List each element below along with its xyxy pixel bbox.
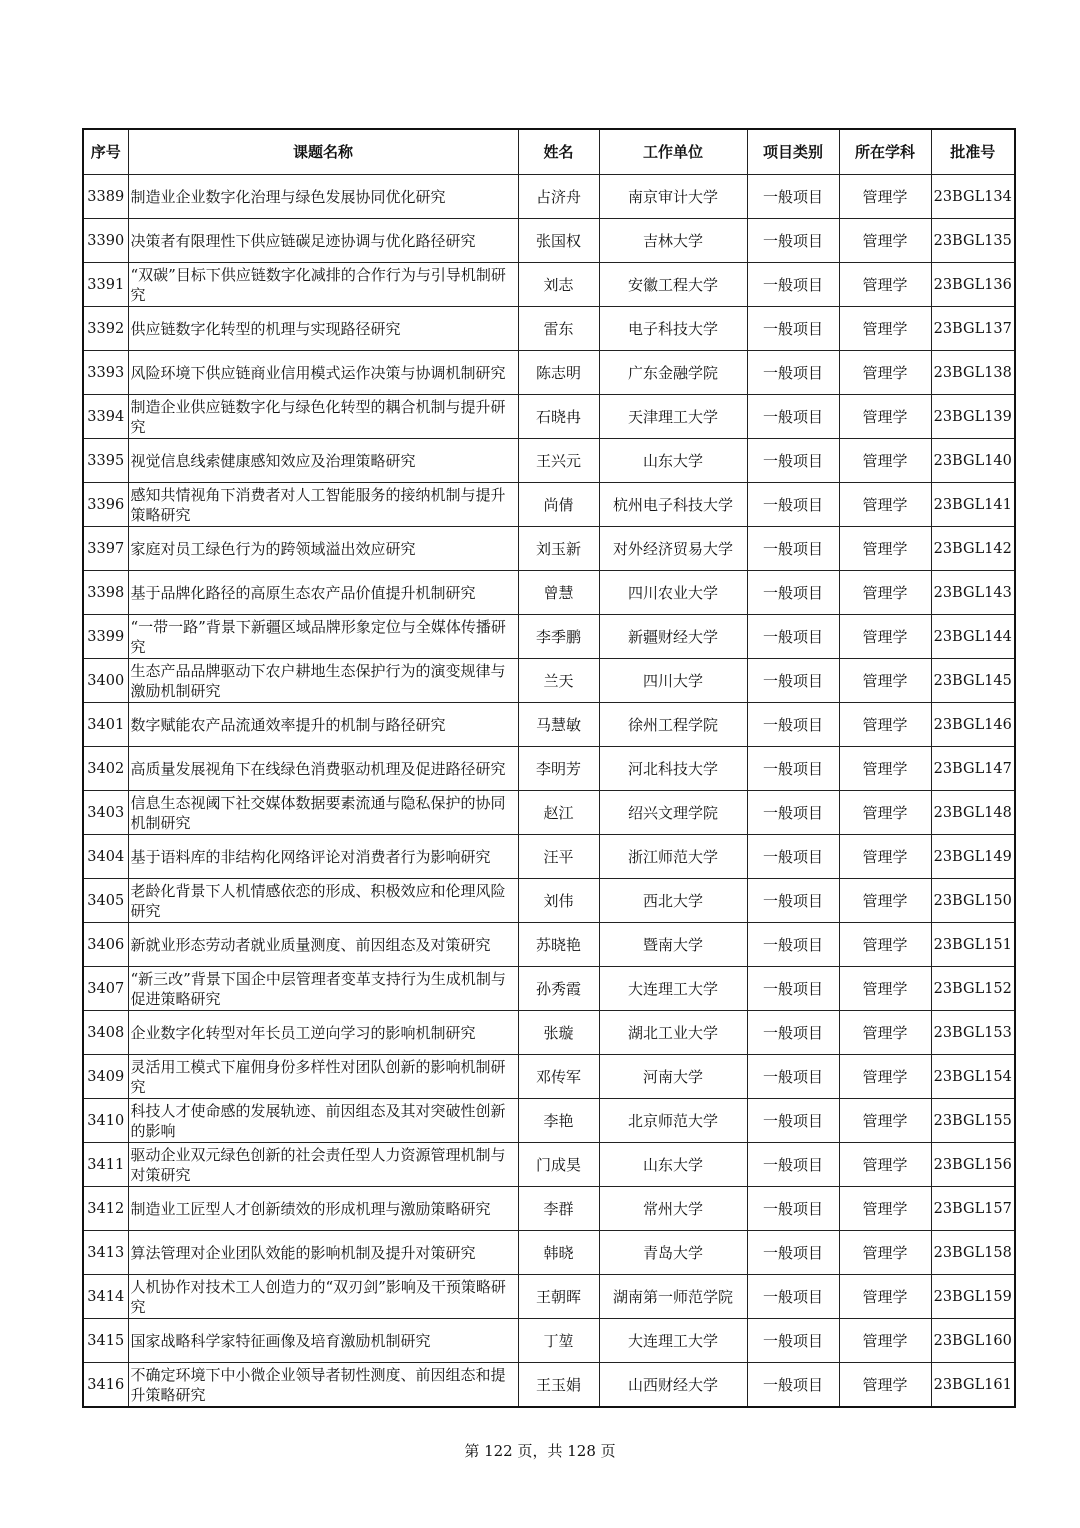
cell-approval: 23BGL142 [931,527,1015,571]
cell-name: 李群 [518,1187,599,1231]
cell-approval: 23BGL146 [931,703,1015,747]
cell-approval: 23BGL140 [931,439,1015,483]
cell-unit: 浙江师范大学 [599,835,747,879]
cell-title: 视觉信息线索健康感知效应及治理策略研究 [128,439,518,483]
cell-title: 基于语料库的非结构化网络评论对消费者行为影响研究 [128,835,518,879]
cell-category: 一般项目 [747,1055,839,1099]
table-row [83,923,1015,967]
project-table [82,128,1016,1408]
cell-category: 一般项目 [747,791,839,835]
cell-category: 一般项目 [747,923,839,967]
header-unit: 工作单位 [599,129,747,175]
cell-approval: 23BGL143 [931,571,1015,615]
cell-title: 决策者有限理性下供应链碳足迹协调与优化路径研究 [128,219,518,263]
cell-name: 李明芳 [518,747,599,791]
cell-discipline: 管理学 [839,835,931,879]
table-body [83,175,1015,1408]
cell-title: 灵活用工模式下雇佣身份多样性对团队创新的影响机制研究 [128,1055,518,1099]
cell-title: 制造企业供应链数字化与绿色化转型的耦合机制与提升研究 [128,395,518,439]
cell-name: 张璇 [518,1011,599,1055]
cell-no: 3414 [83,1275,128,1319]
cell-discipline: 管理学 [839,1011,931,1055]
cell-title: 算法管理对企业团队效能的影响机制及提升对策研究 [128,1231,518,1275]
cell-approval: 23BGL149 [931,835,1015,879]
cell-unit: 河南大学 [599,1055,747,1099]
cell-name: 曾慧 [518,571,599,615]
cell-approval: 23BGL138 [931,351,1015,395]
cell-name: 赵江 [518,791,599,835]
cell-title: 感知共情视角下消费者对人工智能服务的接纳机制与提升策略研究 [128,483,518,527]
cell-discipline: 管理学 [839,175,931,219]
cell-approval: 23BGL150 [931,879,1015,923]
cell-unit: 绍兴文理学院 [599,791,747,835]
cell-category: 一般项目 [747,1187,839,1231]
cell-unit: 南京审计大学 [599,175,747,219]
cell-name: 陈志明 [518,351,599,395]
table-header-row [83,129,1015,175]
cell-title: 企业数字化转型对年长员工逆向学习的影响机制研究 [128,1011,518,1055]
cell-discipline: 管理学 [839,263,931,307]
cell-approval: 23BGL148 [931,791,1015,835]
cell-category: 一般项目 [747,395,839,439]
cell-category: 一般项目 [747,219,839,263]
cell-title: “新三改”背景下国企中层管理者变革支持行为生成机制与促进策略研究 [128,967,518,1011]
table-row [83,791,1015,835]
cell-no: 3392 [83,307,128,351]
cell-discipline: 管理学 [839,747,931,791]
cell-discipline: 管理学 [839,703,931,747]
table-row [83,263,1015,307]
table-row [83,747,1015,791]
cell-no: 3390 [83,219,128,263]
table-row [83,1011,1015,1055]
cell-no: 3399 [83,615,128,659]
cell-no: 3397 [83,527,128,571]
cell-unit: 杭州电子科技大学 [599,483,747,527]
table-row [83,483,1015,527]
cell-category: 一般项目 [747,527,839,571]
cell-approval: 23BGL135 [931,219,1015,263]
cell-unit: 四川大学 [599,659,747,703]
table-row [83,1143,1015,1187]
cell-no: 3409 [83,1055,128,1099]
cell-title: 国家战略科学家特征画像及培育激励机制研究 [128,1319,518,1363]
cell-category: 一般项目 [747,439,839,483]
cell-name: 李艳 [518,1099,599,1143]
cell-title: 高质量发展视角下在线绿色消费驱动机理及促进路径研究 [128,747,518,791]
cell-approval: 23BGL160 [931,1319,1015,1363]
cell-discipline: 管理学 [839,1231,931,1275]
cell-name: 韩晓 [518,1231,599,1275]
cell-no: 3405 [83,879,128,923]
cell-category: 一般项目 [747,879,839,923]
cell-discipline: 管理学 [839,307,931,351]
cell-title: “双碳”目标下供应链数字化减排的合作行为与引导机制研究 [128,263,518,307]
cell-category: 一般项目 [747,175,839,219]
cell-approval: 23BGL159 [931,1275,1015,1319]
cell-category: 一般项目 [747,263,839,307]
cell-category: 一般项目 [747,1143,839,1187]
cell-title: 制造业工匠型人才创新绩效的形成机理与激励策略研究 [128,1187,518,1231]
cell-no: 3389 [83,175,128,219]
cell-name: 王朝晖 [518,1275,599,1319]
cell-unit: 四川农业大学 [599,571,747,615]
cell-approval: 23BGL158 [931,1231,1015,1275]
cell-title: 老龄化背景下人机情感依恋的形成、积极效应和伦理风险研究 [128,879,518,923]
cell-approval: 23BGL141 [931,483,1015,527]
cell-approval: 23BGL147 [931,747,1015,791]
cell-title: 风险环境下供应链商业信用模式运作决策与协调机制研究 [128,351,518,395]
cell-unit: 常州大学 [599,1187,747,1231]
cell-unit: 北京师范大学 [599,1099,747,1143]
cell-unit: 山西财经大学 [599,1363,747,1408]
cell-name: 苏晓艳 [518,923,599,967]
table-row [83,527,1015,571]
cell-name: 刘志 [518,263,599,307]
cell-no: 3403 [83,791,128,835]
header-category: 项目类别 [747,129,839,175]
cell-title: “一带一路”背景下新疆区域品牌形象定位与全媒体传播研究 [128,615,518,659]
table-row [83,571,1015,615]
cell-title: 基于品牌化路径的高原生态农产品价值提升机制研究 [128,571,518,615]
cell-title: 科技人才使命感的发展轨迹、前因组态及其对突破性创新的影响 [128,1099,518,1143]
cell-name: 王玉娟 [518,1363,599,1408]
cell-approval: 23BGL139 [931,395,1015,439]
cell-discipline: 管理学 [839,923,931,967]
cell-approval: 23BGL156 [931,1143,1015,1187]
cell-no: 3413 [83,1231,128,1275]
cell-approval: 23BGL137 [931,307,1015,351]
table-row [83,1187,1015,1231]
cell-name: 门成昊 [518,1143,599,1187]
cell-title: 供应链数字化转型的机理与实现路径研究 [128,307,518,351]
header-discipline: 所在学科 [839,129,931,175]
table-row [83,1319,1015,1363]
page-number: 第 122 页，共 128 页 [464,1442,616,1460]
header-title: 课题名称 [128,129,518,175]
cell-approval: 23BGL161 [931,1363,1015,1408]
cell-unit: 对外经济贸易大学 [599,527,747,571]
cell-name: 李季鹏 [518,615,599,659]
table-row [83,1231,1015,1275]
cell-approval: 23BGL136 [931,263,1015,307]
cell-discipline: 管理学 [839,1319,931,1363]
cell-name: 尚倩 [518,483,599,527]
cell-name: 王兴元 [518,439,599,483]
cell-discipline: 管理学 [839,1143,931,1187]
cell-discipline: 管理学 [839,439,931,483]
cell-category: 一般项目 [747,967,839,1011]
cell-category: 一般项目 [747,571,839,615]
cell-unit: 广东金融学院 [599,351,747,395]
cell-discipline: 管理学 [839,791,931,835]
cell-approval: 23BGL157 [931,1187,1015,1231]
cell-name: 丁堃 [518,1319,599,1363]
cell-unit: 西北大学 [599,879,747,923]
cell-unit: 山东大学 [599,1143,747,1187]
cell-name: 石晓冉 [518,395,599,439]
cell-category: 一般项目 [747,747,839,791]
cell-category: 一般项目 [747,351,839,395]
cell-no: 3410 [83,1099,128,1143]
cell-no: 3412 [83,1187,128,1231]
table-row [83,1363,1015,1408]
cell-no: 3416 [83,1363,128,1408]
cell-discipline: 管理学 [839,615,931,659]
cell-discipline: 管理学 [839,395,931,439]
cell-category: 一般项目 [747,615,839,659]
cell-no: 3394 [83,395,128,439]
cell-name: 邓传军 [518,1055,599,1099]
table-row [83,703,1015,747]
cell-unit: 湖南第一师范学院 [599,1275,747,1319]
cell-discipline: 管理学 [839,527,931,571]
cell-name: 刘玉新 [518,527,599,571]
cell-unit: 安徽工程大学 [599,263,747,307]
cell-discipline: 管理学 [839,571,931,615]
cell-unit: 徐州工程学院 [599,703,747,747]
cell-unit: 大连理工大学 [599,967,747,1011]
table-row [83,967,1015,1011]
header-name: 姓名 [518,129,599,175]
cell-name: 兰天 [518,659,599,703]
table-row [83,219,1015,263]
cell-unit: 新疆财经大学 [599,615,747,659]
cell-unit: 天津理工大学 [599,395,747,439]
cell-unit: 河北科技大学 [599,747,747,791]
table-row [83,659,1015,703]
cell-approval: 23BGL153 [931,1011,1015,1055]
cell-name: 张国权 [518,219,599,263]
cell-title: 制造业企业数字化治理与绿色发展协同优化研究 [128,175,518,219]
cell-discipline: 管理学 [839,483,931,527]
table-row [83,1275,1015,1319]
cell-no: 3398 [83,571,128,615]
cell-approval: 23BGL151 [931,923,1015,967]
table-row [83,1055,1015,1099]
cell-title: 驱动企业双元绿色创新的社会责任型人力资源管理机制与对策研究 [128,1143,518,1187]
cell-no: 3407 [83,967,128,1011]
cell-category: 一般项目 [747,1319,839,1363]
cell-no: 3415 [83,1319,128,1363]
cell-title: 新就业形态劳动者就业质量测度、前因组态及对策研究 [128,923,518,967]
cell-no: 3395 [83,439,128,483]
cell-unit: 暨南大学 [599,923,747,967]
cell-no: 3400 [83,659,128,703]
cell-no: 3393 [83,351,128,395]
cell-discipline: 管理学 [839,1099,931,1143]
header-approval: 批准号 [931,129,1015,175]
cell-title: 不确定环境下中小微企业领导者韧性测度、前因组态和提升策略研究 [128,1363,518,1408]
cell-unit: 电子科技大学 [599,307,747,351]
table-row [83,395,1015,439]
cell-category: 一般项目 [747,1275,839,1319]
cell-discipline: 管理学 [839,1055,931,1099]
table-row [83,835,1015,879]
cell-name: 刘伟 [518,879,599,923]
table-row [83,1099,1015,1143]
cell-unit: 大连理工大学 [599,1319,747,1363]
table-row [83,175,1015,219]
cell-approval: 23BGL152 [931,967,1015,1011]
cell-approval: 23BGL134 [931,175,1015,219]
cell-discipline: 管理学 [839,1187,931,1231]
cell-title: 信息生态视阈下社交媒体数据要素流通与隐私保护的协同机制研究 [128,791,518,835]
cell-category: 一般项目 [747,1231,839,1275]
cell-category: 一般项目 [747,659,839,703]
cell-no: 3401 [83,703,128,747]
cell-unit: 山东大学 [599,439,747,483]
cell-category: 一般项目 [747,1099,839,1143]
cell-no: 3396 [83,483,128,527]
cell-discipline: 管理学 [839,879,931,923]
table-row [83,439,1015,483]
table-row [83,615,1015,659]
cell-unit: 吉林大学 [599,219,747,263]
cell-discipline: 管理学 [839,219,931,263]
table-row [83,351,1015,395]
cell-name: 占济舟 [518,175,599,219]
cell-discipline: 管理学 [839,351,931,395]
cell-unit: 湖北工业大学 [599,1011,747,1055]
table-row [83,307,1015,351]
cell-no: 3411 [83,1143,128,1187]
cell-category: 一般项目 [747,835,839,879]
cell-title: 生态产品品牌驱动下农户耕地生态保护行为的演变规律与激励机制研究 [128,659,518,703]
cell-discipline: 管理学 [839,659,931,703]
cell-approval: 23BGL144 [931,615,1015,659]
cell-name: 孙秀霞 [518,967,599,1011]
table-row [83,879,1015,923]
cell-category: 一般项目 [747,1363,839,1408]
cell-unit: 青岛大学 [599,1231,747,1275]
cell-category: 一般项目 [747,307,839,351]
cell-no: 3391 [83,263,128,307]
cell-title: 人机协作对技术工人创造力的“双刃剑”影响及干预策略研究 [128,1275,518,1319]
cell-category: 一般项目 [747,483,839,527]
cell-discipline: 管理学 [839,967,931,1011]
cell-approval: 23BGL155 [931,1099,1015,1143]
cell-no: 3402 [83,747,128,791]
cell-discipline: 管理学 [839,1363,931,1408]
cell-no: 3406 [83,923,128,967]
cell-title: 数字赋能农产品流通效率提升的机制与路径研究 [128,703,518,747]
cell-approval: 23BGL145 [931,659,1015,703]
cell-name: 雷东 [518,307,599,351]
header-no: 序号 [83,129,128,175]
cell-category: 一般项目 [747,1011,839,1055]
cell-no: 3408 [83,1011,128,1055]
cell-approval: 23BGL154 [931,1055,1015,1099]
cell-name: 马慧敏 [518,703,599,747]
cell-title: 家庭对员工绿色行为的跨领域溢出效应研究 [128,527,518,571]
cell-category: 一般项目 [747,703,839,747]
cell-name: 汪平 [518,835,599,879]
cell-discipline: 管理学 [839,1275,931,1319]
cell-no: 3404 [83,835,128,879]
